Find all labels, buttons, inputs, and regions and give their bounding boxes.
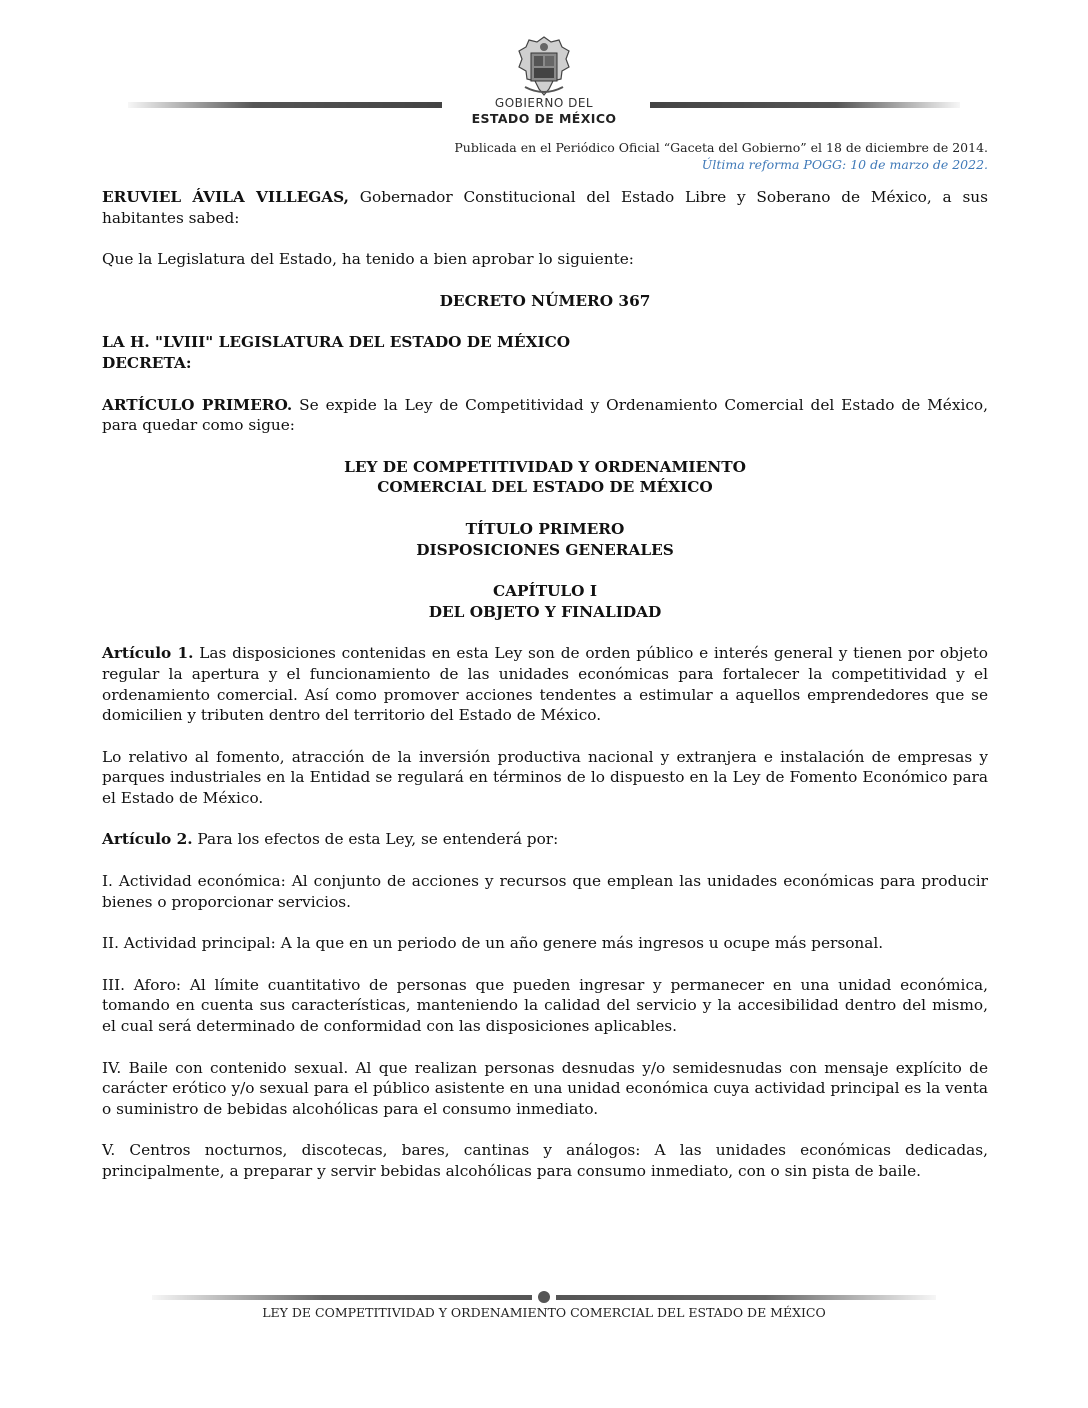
government-name-line1: GOBIERNO DEL <box>494 96 594 110</box>
article-2-paragraph <box>102 829 988 850</box>
article-2-text: Para los efectos de esta Ley, se entenderá por: <box>192 830 559 849</box>
definition-item: II. Actividad principal: A la que en un periodo de un año genere más ingresos u ocupe más personal. <box>102 934 884 953</box>
footer-rule-left <box>152 1295 532 1300</box>
last-reform-date: Última reforma POGG: 10 de marzo de 2022. <box>701 157 988 172</box>
article-1-paragraph <box>102 643 988 725</box>
state-coat-of-arms-icon <box>515 35 573 101</box>
footer-rule-right <box>556 1295 936 1300</box>
chapter-line2: DEL OBJETO Y FINALIDAD <box>428 602 662 621</box>
law-title-line1: LEY DE COMPETITIVIDAD Y ORDENAMIENTO <box>344 457 746 476</box>
definition-item: I. Actividad económica: Al conjunto de acciones y recursos que emplean las unidades económicas para producir bienes o proporcionar servicios. <box>102 872 988 911</box>
definition-item: III. Aforo: Al límite cuantitativo de personas que pueden ingresar y permanecer en una unidad económica, tomando en cuenta sus características, manteniendo la calidad del servicio y la accesibilidad dentro del mismo, el cual será determinado de conformidad con las disposiciones aplicables. <box>102 975 988 1036</box>
publication-info <box>454 139 988 173</box>
intro-text: Gobernador Constitucional del Estado Libre y Soberano de México, a sus habitantes sabed: <box>102 188 988 227</box>
page-header <box>0 30 1088 130</box>
article-2-label: Artículo 2. <box>102 830 193 849</box>
article-1-text: Las disposiciones contenidas en esta Ley son de orden público e interés general y tienen por objeto regular la apertura y el funcionamiento de las unidades económicas para fortalecer la competitividad y el ordenamiento comercial. Así como promover acciones tendentes a estimular a aquellos emprendedores que se domicilien y tributen dentro del territorio del Estado de México. <box>102 644 988 725</box>
decree-number: DECRETO NÚMERO 367 <box>439 291 651 310</box>
article-1-paragraph-2: Lo relativo al fomento, atracción de la inversión productiva nacional y extranjera e instalación de empresas y parques industriales en la Entidad se regulará en términos de lo dispuesto en la Ley de Fomento Económico para el Estado de México. <box>102 747 988 807</box>
first-article-paragraph <box>102 395 988 436</box>
page-footer <box>0 1288 1088 1338</box>
governor-name: ERUVIEL ÁVILA VILLEGAS, <box>102 188 350 206</box>
government-name-line2: ESTADO DE MÉXICO <box>471 111 617 126</box>
first-article-label: ARTÍCULO PRIMERO. <box>102 395 293 414</box>
header-rule-right <box>650 102 960 108</box>
chapter-line1: CAPÍTULO I <box>493 582 597 601</box>
document-body <box>102 187 988 1182</box>
legislature-line1: LA H. "LVIII" LEGISLATURA DEL ESTADO DE MÉXICO <box>102 333 571 352</box>
legislature-heading <box>102 332 988 373</box>
footer-dot-icon <box>538 1291 550 1303</box>
title-heading <box>102 519 988 560</box>
approval-paragraph: Que la Legislatura del Estado, ha tenido a bien aprobar lo siguiente: <box>102 250 634 269</box>
article-1-label: Artículo 1. <box>102 644 194 663</box>
definition-item: V. Centros nocturnos, discotecas, bares, cantinas y análogos: A las unidades económicas dedicadas, principalmente, a preparar y servir bebidas alcohólicas para consumo inmediato, con o sin pista de baile. <box>102 1141 988 1180</box>
title-line1: TÍTULO PRIMERO <box>465 519 625 538</box>
legislature-line2: DECRETA: <box>102 353 192 372</box>
law-title <box>102 457 988 498</box>
first-article-text: Se expide la Ley de Competitividad y Ordenamiento Comercial del Estado de México, para quedar como sigue: <box>102 395 988 435</box>
law-title-line2: COMERCIAL DEL ESTADO DE MÉXICO <box>377 478 713 497</box>
footer-law-title: LEY DE COMPETITIVIDAD Y ORDENAMIENTO COMERCIAL DEL ESTADO DE MÉXICO <box>262 1305 826 1320</box>
title-line2: DISPOSICIONES GENERALES <box>416 540 674 559</box>
publication-date: Publicada en el Periódico Oficial “Gaceta del Gobierno” el 18 de diciembre de 2014. <box>454 140 988 155</box>
definition-item: IV. Baile con contenido sexual. Al que realizan personas desnudas y/o semidesnudas con mensaje explícito de carácter erótico y/o sexual para el público asistente en una unidad económica cuya actividad principal es la venta o suministro de bebidas alcohólicas para el consumo inmediato. <box>102 1058 988 1118</box>
header-rule-left <box>128 102 442 108</box>
intro-paragraph <box>102 187 988 228</box>
chapter-heading <box>102 581 988 622</box>
